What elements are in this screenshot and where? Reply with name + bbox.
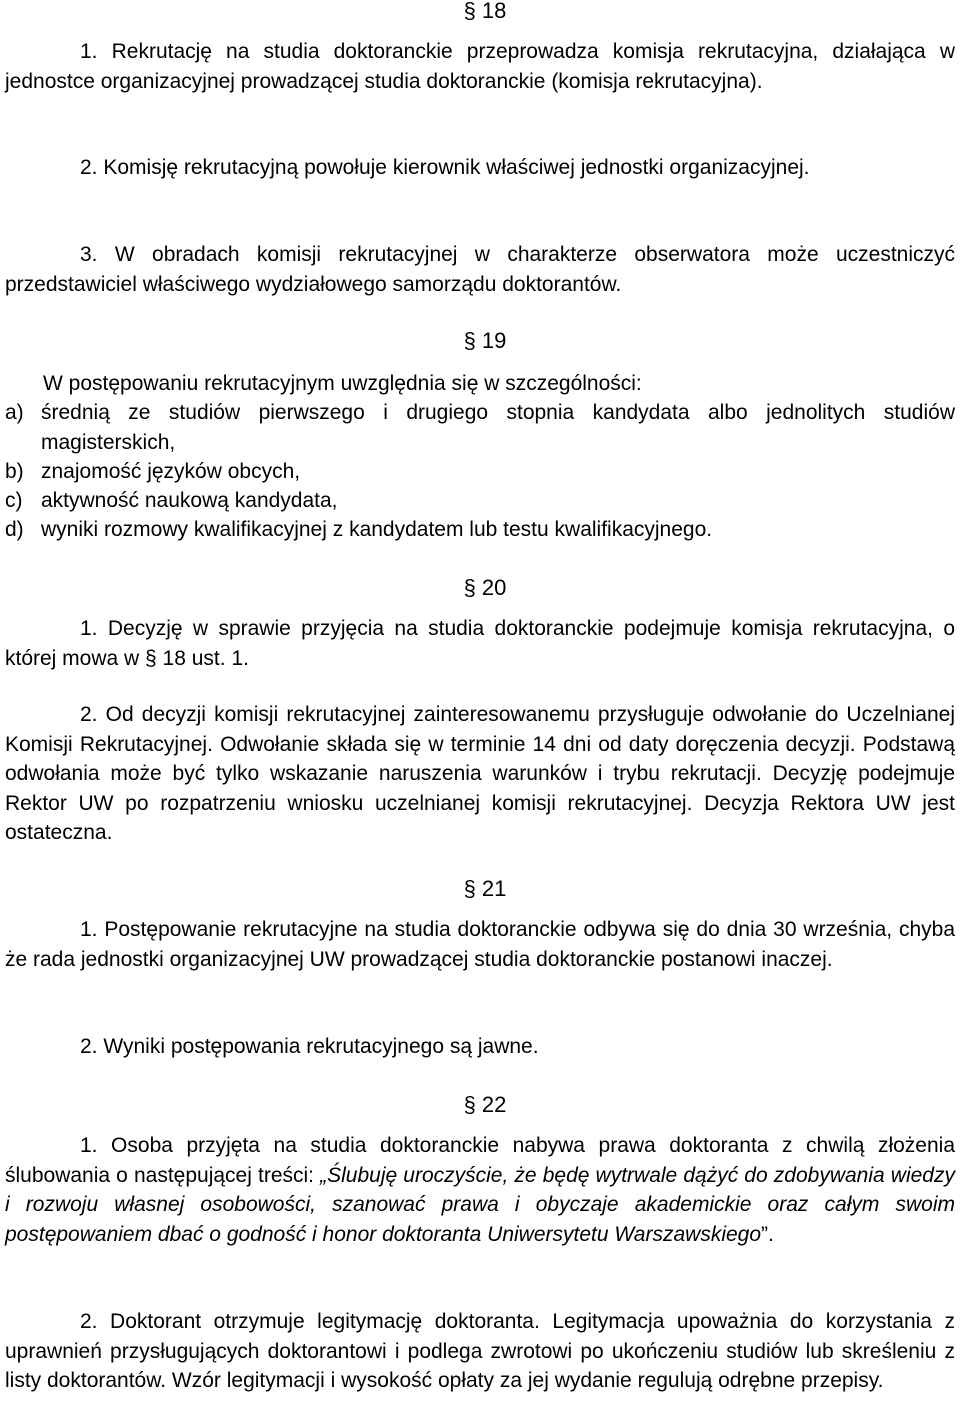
section-21-heading (435, 874, 535, 903)
list-marker: d) (5, 518, 24, 541)
section-20-heading (435, 573, 535, 602)
section-21-label: § 21 (463, 876, 507, 901)
section-19-intro: W postępowaniu rekrutacyjnym uwzględnia się w szczególności: (43, 372, 642, 395)
section-18-paragraph-3: 3. W obradach komisji rekrutacyjnej w charakterze obserwatora może uczestniczyć przedstawiciel właściwego wydziałowego samorządu doktorantów. (5, 243, 955, 296)
section-19-label: § 19 (463, 328, 507, 353)
section-18-paragraph-1: 1. Rekrutację na studia doktoranckie przeprowadza komisja rekrutacyjna, działająca w jednostce organizacyjnej prowadzącej studia doktoranckie (komisja rekrutacyjna). (5, 40, 955, 93)
list-marker: a) (5, 401, 24, 424)
list-item-text: średnią ze studiów pierwszego i drugiego stopnia kandydata albo jednolitych studiów magisterskich, (41, 401, 955, 454)
section-18-paragraph-2: 2. Komisję rekrutacyjną powołuje kierownik właściwej jednostki organizacyjnej. (80, 156, 810, 179)
section-20-label: § 20 (463, 575, 507, 600)
section-18-label: § 18 (463, 0, 507, 23)
list-item-text: aktywność naukową kandydata, (41, 489, 338, 512)
section-20-paragraph-1: 1. Decyzję w sprawie przyjęcia na studia doktoranckie podejmuje komisja rekrutacyjna, o której mowa w § 18 ust. 1. (5, 617, 955, 670)
list-marker: b) (5, 460, 24, 483)
list-item (5, 457, 955, 487)
list-marker: c) (5, 489, 23, 512)
section-22-paragraph-1: 1. Osoba przyjęta na studia doktoranckie nabywa prawa doktoranta z chwilą złożenia ślubowania o następującej treści: „Ślubuję uroczyście, że będę wytrwale dążyć do zdobywania wiedzy i rozwoju własnej osobowości, szanować prawa i obyczaje akademickie oraz całym swoim postępowaniem dbać o godność i honor doktoranta Uniwersytetu Warszawskiego”. (5, 1134, 955, 1246)
list-item (5, 515, 955, 545)
list-item (5, 398, 955, 457)
section-22-label: § 22 (463, 1092, 507, 1117)
section-21-paragraph-1: 1. Postępowanie rekrutacyjne na studia doktoranckie odbywa się do dnia 30 września, chyba że rada jednostki organizacyjnej UW prowadzącej studia doktoranckie postanowi inaczej. (5, 918, 955, 971)
list-item (5, 486, 955, 516)
oath-text: „Ślubuję uroczyście, że będę wytrwale dążyć do zdobywania wiedzy i rozwoju własnej osobowości, szanować prawa i obyczaje akademickie oraz całym swoim postępowaniem dbać o godność i honor doktoranta Uniwersytetu Warszawskiego (5, 1163, 955, 1246)
section-21-paragraph-2: 2. Wyniki postępowania rekrutacyjnego są jawne. (80, 1035, 539, 1058)
section-18-heading (435, 0, 535, 25)
section-22-paragraph-2: 2. Doktorant otrzymuje legitymację doktoranta. Legitymacja upoważnia do korzystania z uprawnień przysługujących doktorantowi i podlega zwrotowi po ukończeniu studiów lub skreśleniu z listy doktorantów. Wzór legitymacji i wysokość opłaty za jej wydanie regulują odrębne przepisy. (5, 1310, 955, 1392)
list-item-text: znajomość języków obcych, (41, 460, 301, 483)
section-19-heading (435, 326, 535, 355)
section-20-paragraph-2: 2. Od decyzji komisji rekrutacyjnej zainteresowanemu przysługuje odwołanie do Uczelnianej Komisji Rekrutacyjnej. Odwołanie składa się w terminie 14 dni od daty doręczenia decyzji. Podstawą odwołania może być tylko wskazanie naruszenia warunków i trybu rekrutacji. Decyzję podejmuje Rektor UW po rozpatrzeniu wniosku uczelnianej komisji rekrutacyjnej. Decyzja Rektora UW jest ostateczna. (5, 703, 955, 844)
list-item-text: wyniki rozmowy kwalifikacyjnej z kandydatem lub testu kwalifikacyjnego. (41, 518, 713, 541)
section-22-heading (435, 1090, 535, 1119)
